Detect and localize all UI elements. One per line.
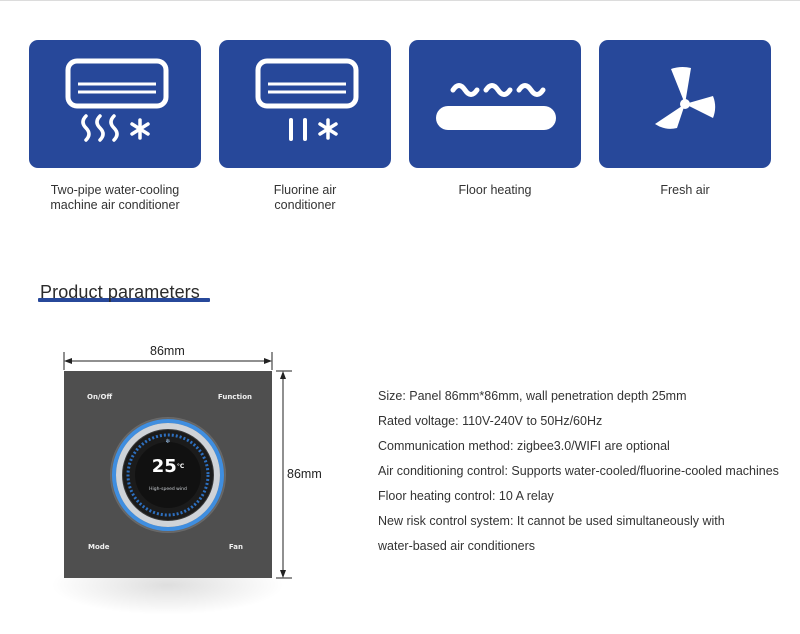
temperature-display: $25^{^\circ C}$	[151, 456, 185, 477]
tile-label-water-cooling: Two-pipe water-cooling machine air conditioner	[50, 183, 180, 212]
tile-label-fresh-air: Fresh air	[660, 183, 710, 197]
spec-line: Size: Panel 86mm*86mm, wall penetration depth 25mm	[378, 389, 687, 403]
svg-text:❄: ❄	[165, 438, 171, 445]
function-label: Function	[217, 393, 252, 401]
fan-status-text: High-speed wind	[149, 487, 187, 492]
specifications-list	[378, 386, 779, 561]
spec-line: Communication method: zigbee3.0/WIFI are optional	[378, 439, 670, 453]
spec-line: Air conditioning control: Supports water-cooled/fluorine-cooled machines	[378, 464, 779, 478]
mode-label: Mode	[88, 543, 110, 551]
section-title: Product parameters	[40, 282, 200, 302]
spec-line: Floor heating control: 10 A relay	[378, 489, 554, 503]
on-off-label: On/Off	[87, 393, 113, 401]
height-dimension: 86mm	[287, 467, 322, 481]
spec-line: water-based air conditioners	[378, 539, 536, 553]
width-dimension: 86mm	[150, 344, 185, 358]
spec-line: Rated voltage: 110V-240V to 50Hz/60Hz	[378, 414, 603, 428]
thermostat-panel	[64, 371, 272, 578]
tile-label-fluorine: Fluorine air conditioner	[273, 183, 337, 212]
tile-label-floor-heating: Floor heating	[458, 183, 532, 197]
fan-label: Fan	[228, 543, 243, 551]
spec-line: New risk control system: It cannot be used simultaneously with	[378, 514, 725, 528]
